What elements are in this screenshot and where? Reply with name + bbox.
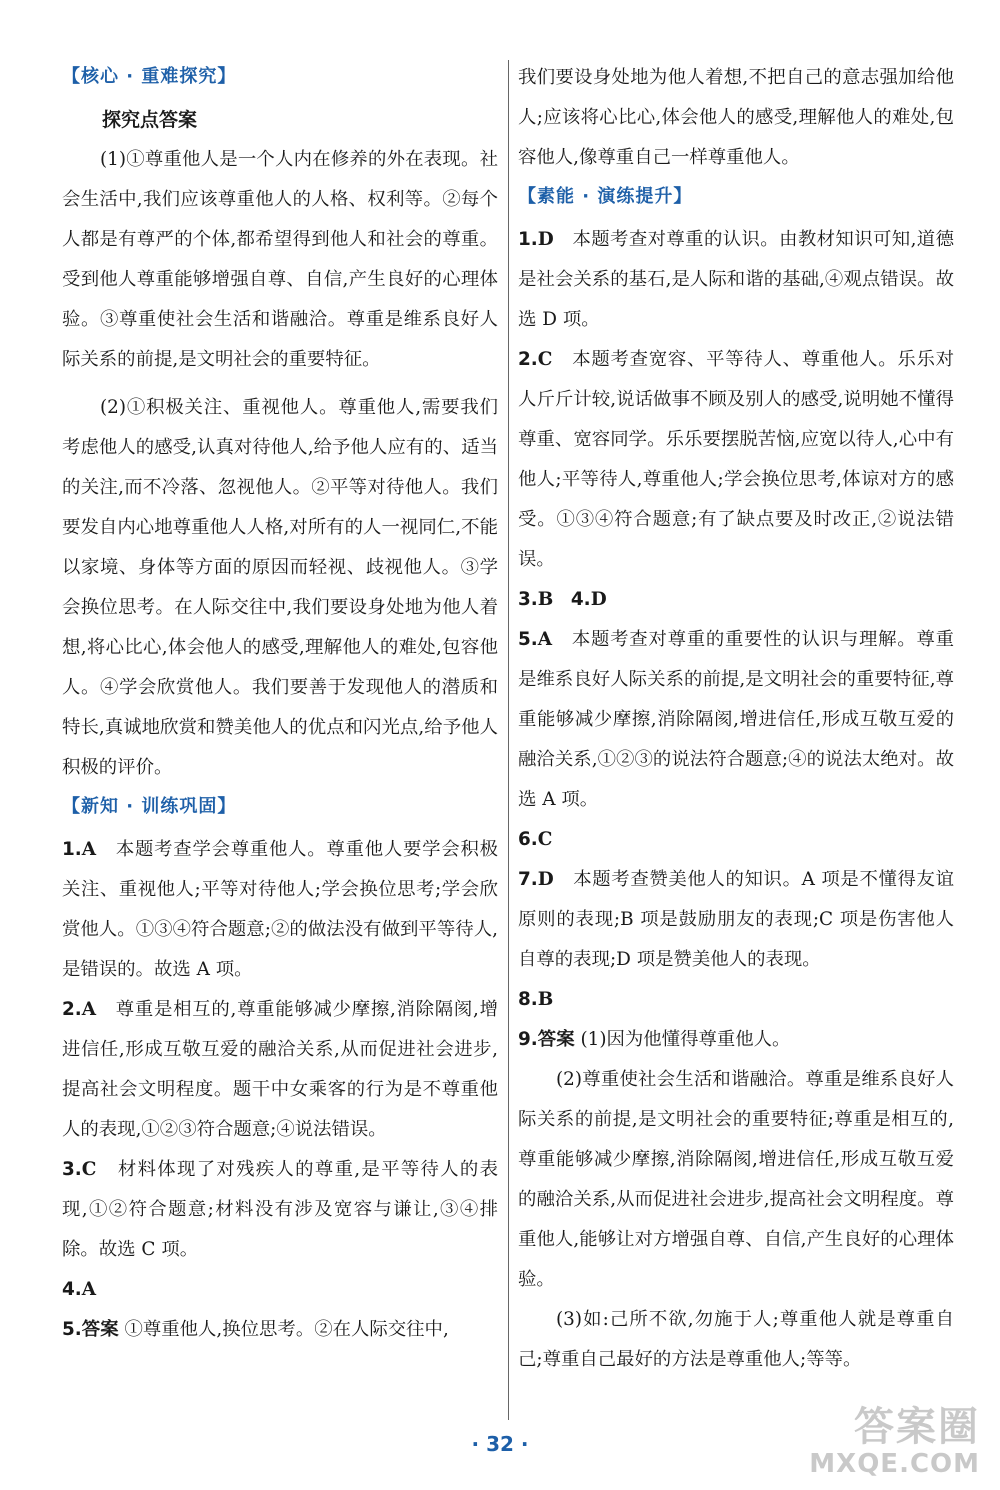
- left-column: [62, 58, 498, 1350]
- answer-item: 3.B 4.D: [518, 589, 607, 610]
- answer-item: 5.答案 ①尊重他人,换位思考。②在人际交往中,: [62, 1319, 449, 1340]
- watermark-url: MXQE.COM: [809, 1449, 980, 1479]
- watermark-logo: 答案圈: [854, 1404, 980, 1450]
- answer-explanation: 本题考查宽容、平等待人、尊重他人。乐乐对人斤斤计较,说话做事不顾及别人的感受,说明她不懂得尊重、宽容同学。乐乐要摆脱苦恼,应宽以待人,心中有他人;平等待人,尊重他人;学会换位思考,体谅对方的感受。①③④符合题意;有了缺点要及时改正,②说法错误。: [518, 349, 954, 570]
- answer-item: 5.A 本题考查对尊重的重要性的认识与理解。尊重是维系良好人际关系的前提,是文明社会的重要特征,尊重能够减少摩擦,消除隔阂,增进信任,形成互敬互爱的融洽关系,①②③的说法符合题意;④的说法太绝对。故选 A 项。: [518, 629, 954, 810]
- answer-item-9: 9.答案 (1)因为他懂得尊重他人。: [518, 1029, 791, 1050]
- section-heading-new-knowledge: 【新知 · 训练巩固】: [62, 796, 237, 817]
- answer-label: 答案: [81, 1319, 119, 1340]
- answer-choice: A: [537, 629, 553, 650]
- page-number: · 32 ·: [471, 1432, 529, 1456]
- answer-choice: D: [590, 589, 607, 610]
- answer-choice: B: [537, 589, 554, 610]
- answer-item: 8.B: [518, 989, 554, 1010]
- answer-label: 答案: [537, 1029, 575, 1050]
- answer-item: 1.D 本题考查对尊重的认识。由教材知识可知,道德是社会关系的基石,是人际和谐的基础,④观点错误。故选 D 项。: [518, 229, 954, 330]
- answer-explanation: 材料体现了对残疾人的尊重,是平等待人的表现,①②符合题意;材料没有涉及宽容与谦让,③④排除。故选 C 项。: [62, 1159, 498, 1260]
- explore-answer-1: (1)①尊重他人是一个人内在修养的外在表现。社会生活中,我们应该尊重他人的人格、权利等。②每个人都是有尊严的个体,都希望得到他人和社会的尊重。受到他人尊重能够增强自尊、自信,产生良好的心理体验。③尊重使社会生活和谐融洽。尊重是维系良好人际关系的前提,是文明社会的重要特征。: [62, 149, 498, 370]
- answer-choice: D: [537, 869, 554, 890]
- continued-answer: 我们要设身处地为他人着想,不把自己的意志强加给他人;应该将心比心,体会他人的感受,理解他人的难处,包容他人,像尊重自己一样尊重他人。: [518, 67, 954, 168]
- answer-item: 7.D 本题考查赞美他人的知识。A 项是不懂得友谊原则的表现;B 项是鼓励朋友的表现;C 项是伤害他人自尊的表现;D 项是赞美他人的表现。: [518, 869, 954, 970]
- answer-explanation: 本题考查对尊重的认识。由教材知识可知,道德是社会关系的基石,是人际和谐的基础,④观点错误。故选 D 项。: [518, 229, 954, 330]
- answer-explanation: 本题考查对尊重的重要性的认识与理解。尊重是维系良好人际关系的前提,是文明社会的重要特征,尊重能够减少摩擦,消除隔阂,增进信任,形成互敬互爱的融洽关系,①②③的说法符合题意;④的说法太绝对。故选 A 项。: [518, 629, 954, 810]
- answer-choice: C: [537, 829, 553, 850]
- answer-explanation: 本题考查学会尊重他人。尊重他人要学会积极关注、重视他人;平等对待他人;学会换位思考;学会欣赏他人。①③④符合题意;②的做法没有做到平等待人,是错误的。故选 A 项。: [62, 839, 498, 980]
- answer-choice: C: [81, 1159, 97, 1180]
- answer-choice: A: [81, 839, 97, 860]
- right-column: [518, 58, 954, 1380]
- answer-part-3: (3)如:己所不欲,勿施于人;尊重他人就是尊重自己;尊重自己最好的方法是尊重他人;等等。: [518, 1309, 954, 1370]
- answer-part-2: (2)尊重使社会生活和谐融洽。尊重是维系良好人际关系的前提,是文明社会的重要特征;尊重是相互的,尊重能够减少摩擦,消除隔阂,增进信任,形成互敬互爱的融洽关系,从而促进社会进步,提高社会文明程度。尊重他人,能够让对方增强自尊、自信,产生良好的心理体验。: [518, 1069, 954, 1290]
- answer-item: 6.C: [518, 829, 553, 850]
- answer-item: 2.C 本题考查宽容、平等待人、尊重他人。乐乐对人斤斤计较,说话做事不顾及别人的感受,说明她不懂得尊重、宽容同学。乐乐要摆脱苦恼,应宽以待人,心中有他人;平等待人,尊重他人;学会换位思考,体谅对方的感受。①③④符合题意;有了缺点要及时改正,②说法错误。: [518, 349, 954, 570]
- answer-choice: C: [537, 349, 553, 370]
- answer-choice: B: [537, 989, 554, 1010]
- section-heading-core: 【核心 · 重难探究】: [62, 66, 237, 87]
- answer-explanation: 本题考查赞美他人的知识。A 项是不懂得友谊原则的表现;B 项是鼓励朋友的表现;C 项是伤害他人自尊的表现;D 项是赞美他人的表现。: [518, 869, 954, 970]
- answer-explanation: ①尊重他人,换位思考。②在人际交往中,: [124, 1319, 449, 1340]
- answer-item: 3.C 材料体现了对残疾人的尊重,是平等待人的表现,①②符合题意;材料没有涉及宽容与谦让,③④排除。故选 C 项。: [62, 1159, 498, 1260]
- site-watermark: [780, 1405, 980, 1483]
- answer-item: 4.A: [62, 1279, 97, 1300]
- answer-part-1: (1)因为他懂得尊重他人。: [580, 1029, 791, 1050]
- section-heading-practice: 【素能 · 演练提升】: [518, 186, 693, 207]
- answer-item: 1.A 本题考查学会尊重他人。尊重他人要学会积极关注、重视他人;平等对待他人;学会换位思考;学会欣赏他人。①③④符合题意;②的做法没有做到平等待人,是错误的。故选 A 项。: [62, 839, 498, 980]
- explore-answer-2: (2)①积极关注、重视他人。尊重他人,需要我们考虑他人的感受,认真对待他人,给予他人应有的、适当的关注,而不冷落、忽视他人。②平等对待他人。我们要发自内心地尊重他人人格,对所有的人一视同仁,不能以家境、身体等方面的原因而轻视、歧视他人。③学会换位思考。在人际交往中,我们要设身处地为他人着想,将心比心,体会他人的感受,理解他人的难处,包容他人。④学会欣赏他人。我们要善于发现他人的潜质和特长,真诚地欣赏和赞美他人的优点和闪光点,给予他人积极的评价。: [62, 397, 498, 778]
- column-divider: [508, 60, 509, 1420]
- answer-item: 2.A 尊重是相互的,尊重能够减少摩擦,消除隔阂,增进信任,形成互敬互爱的融洽关系,从而促进社会进步,提高社会文明程度。题干中女乘客的行为是不尊重他人的表现,①②③符合题意;④说法错误。: [62, 999, 498, 1140]
- answer-title: 探究点答案: [102, 109, 198, 131]
- answer-choice: A: [81, 999, 97, 1020]
- answer-choice: D: [537, 229, 554, 250]
- answer-choice: A: [81, 1279, 97, 1300]
- answer-explanation: 尊重是相互的,尊重能够减少摩擦,消除隔阂,增进信任,形成互敬互爱的融洽关系,从而促进社会进步,提高社会文明程度。题干中女乘客的行为是不尊重他人的表现,①②③符合题意;④说法错误。: [62, 999, 498, 1140]
